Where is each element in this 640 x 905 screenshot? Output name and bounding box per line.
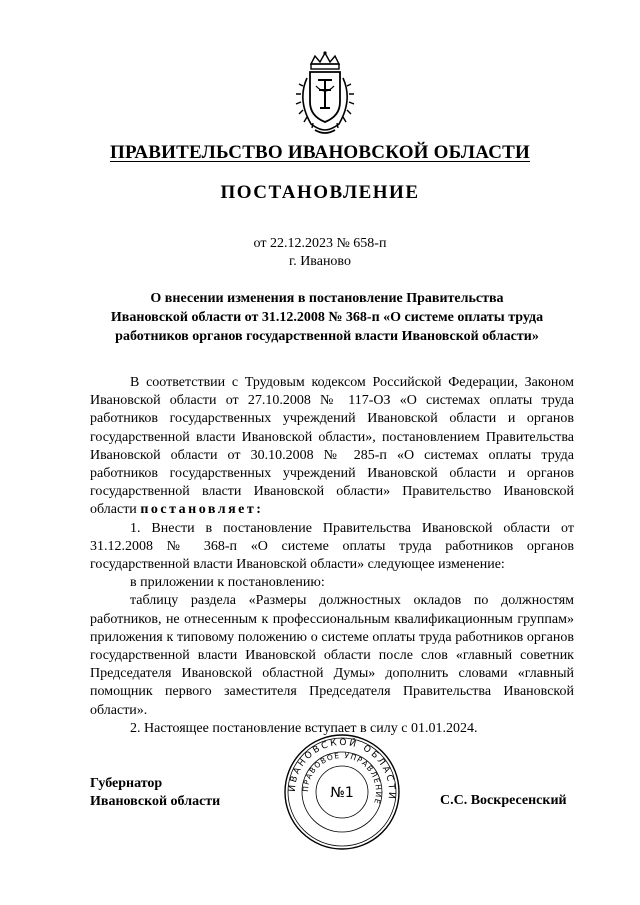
signer-title-line: Губернатор [90, 776, 163, 791]
stamp-inner-text: ПРАВОВОЕ УПРАВЛЕНИЕ [300, 750, 384, 806]
document-city: г. Иваново [289, 254, 351, 269]
item-1-subparagraph: в приложении к постановлению: [130, 575, 325, 591]
document-subject [86, 289, 568, 346]
organization-title [0, 142, 640, 164]
item-1-paragraph: 1. Внести в постановление Правительства Ивановской области от 31.12.2008 № 368-п «О системе оплаты труда работников органов государственной власти Ивановской области» следующее изменение: [90, 520, 574, 573]
official-stamp [282, 732, 402, 852]
coat-of-arms-emblem [291, 50, 359, 138]
preamble-text: В соответствии с Трудовым кодексом Российской Федерации, Законом Ивановской области от 27.10.2008 № 117-ОЗ «О системах оплаты труда работников государственных учреждений Ивановской области и органов государственной власти Ивановской области», постановлением Правительства Ивановской области от 30.10.2008 № 285-п «О системах оплаты труда работников государственных учреждений Ивановской области и органов государственной власти Ивановской области» Правительство Ивановской области [90, 375, 574, 518]
document-body [90, 374, 574, 738]
document-type-heading: ПОСТАНОВЛЕНИЕ [220, 182, 420, 203]
signer-title [90, 775, 220, 811]
item-2-paragraph: 2. Настоящее постановление вступает в силу с 01.01.2024. [130, 720, 478, 736]
subject-line: О внесении изменения в постановление Правительства [150, 291, 504, 306]
stamp-number: №1 [330, 785, 354, 801]
subject-line: Ивановской области от 31.12.2008 № 368-п «О системе оплаты труда [110, 310, 544, 325]
resolves-word: постановляет: [140, 502, 264, 518]
stamp-outer-text: ИВАНОВСКОЙ ОБЛАСТИ [287, 737, 397, 802]
organization-title-text: ПРАВИТЕЛЬСТВО ИВАНОВСКОЙ ОБЛАСТИ [110, 142, 530, 163]
preamble-paragraph [90, 374, 574, 520]
document-date-number: от 22.12.2023 № 658-п [253, 236, 387, 251]
signer-name: С.С. Воскресенский [440, 793, 567, 808]
subject-line: работников органов государственной власти Ивановской области» [115, 329, 539, 344]
item-1-text-paragraph: таблицу раздела «Размеры должностных окладов по должностям работников, не отнесенным к профессиональным квалификационным группам» приложения к типовому положению о системе оплаты труда работников органов государственной власти Ивановской области после слов «главный советник Председателя Ивановской областной Думы» дополнить словами «главный помощник первого заместителя Председателя Правительства Ивановской области». [90, 593, 574, 718]
signer-title-line: Ивановской области [90, 794, 221, 809]
